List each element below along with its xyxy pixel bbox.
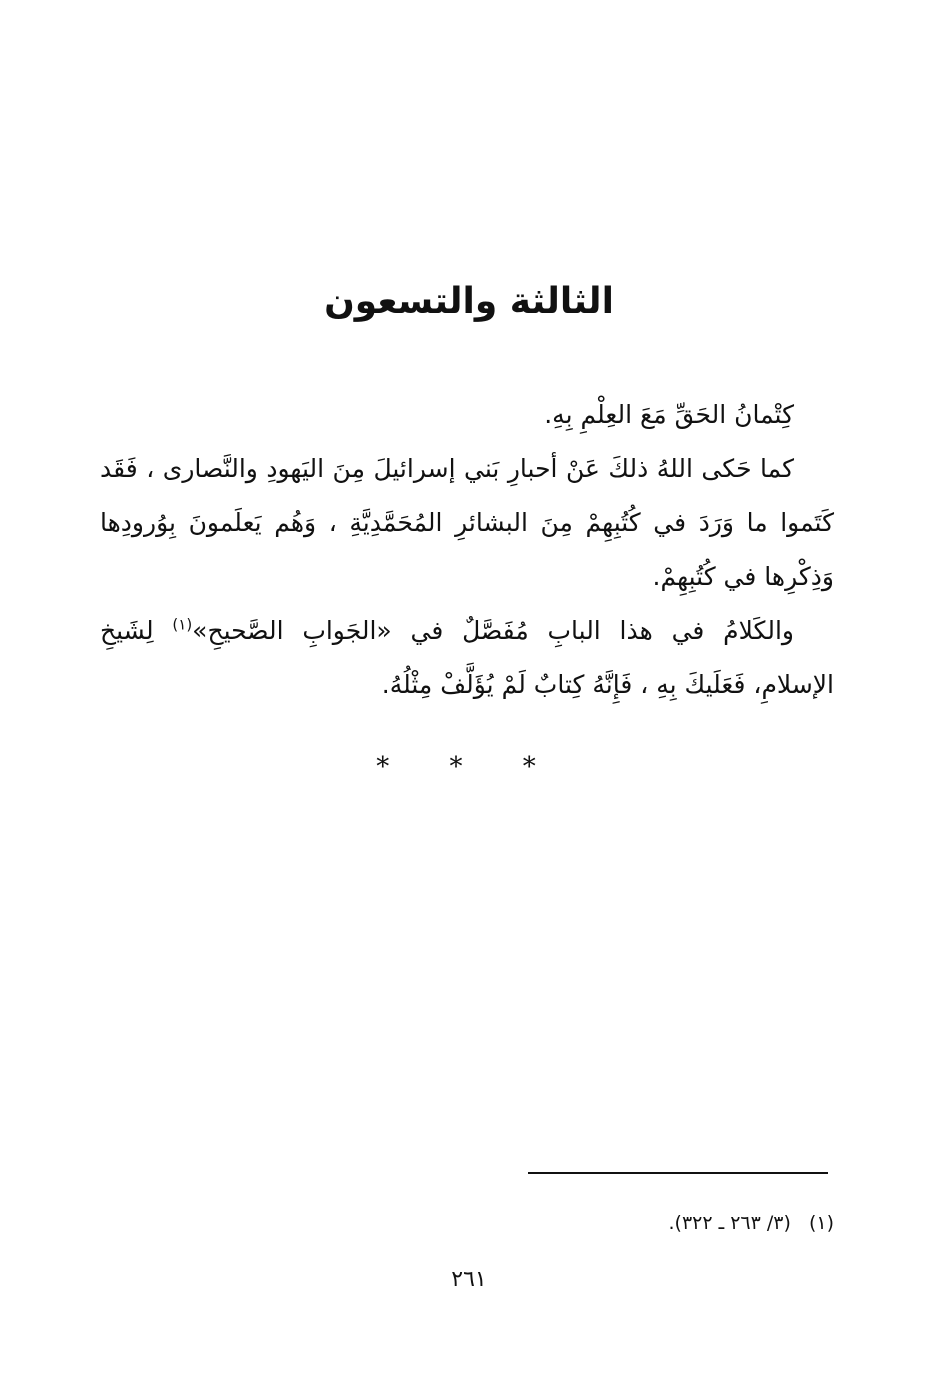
footnote-number: (١) [808, 1212, 834, 1234]
page-number: ٢٦١ [451, 1267, 487, 1292]
footnote-item [100, 1205, 834, 1241]
paragraph-reference-text-after: لِشَيخِ الإسلامِ، فَعَلَيكَ بِهِ ، فَإِنَّهُ كِتابٌ لَمْ يُؤَلَّفْ مِثْلُهُ. [100, 616, 834, 699]
chapter-title: الثالثة والتسعون [324, 281, 614, 322]
paragraph-reference-text-before: والكَلامُ في هذا البابِ مُفَصَّلٌ في «الجَوابِ الصَّحيحِ» [192, 616, 794, 645]
body-text [100, 388, 834, 712]
section-separator: * * * [376, 752, 562, 782]
footnote-reference-marker[interactable]: (١) [172, 615, 193, 634]
footnote-divider [528, 1172, 828, 1174]
paragraph-heading-line: كِتْمانُ الحَقِّ مَعَ العِلْمِ بِهِ. [544, 400, 794, 429]
footnote-text: (٣/ ٢٦٣ ـ ٣٢٢). [668, 1212, 791, 1234]
paragraph-reference [100, 604, 834, 712]
paragraph-concealment: كما حَكى اللهُ ذلكَ عَنْ أحبارِ بَني إسرائيلَ مِنَ اليَهودِ والنَّصارى ، فَقَد كَتَموا ما وَرَدَ في كُتُبِهِمْ مِنَ البشائرِ المُحَمَّدِيَّةِ ، وَهُم يَعلَمونَ بِوُرودِها وَذِكْرِها في كُتُبِهِمْ. [100, 454, 834, 591]
